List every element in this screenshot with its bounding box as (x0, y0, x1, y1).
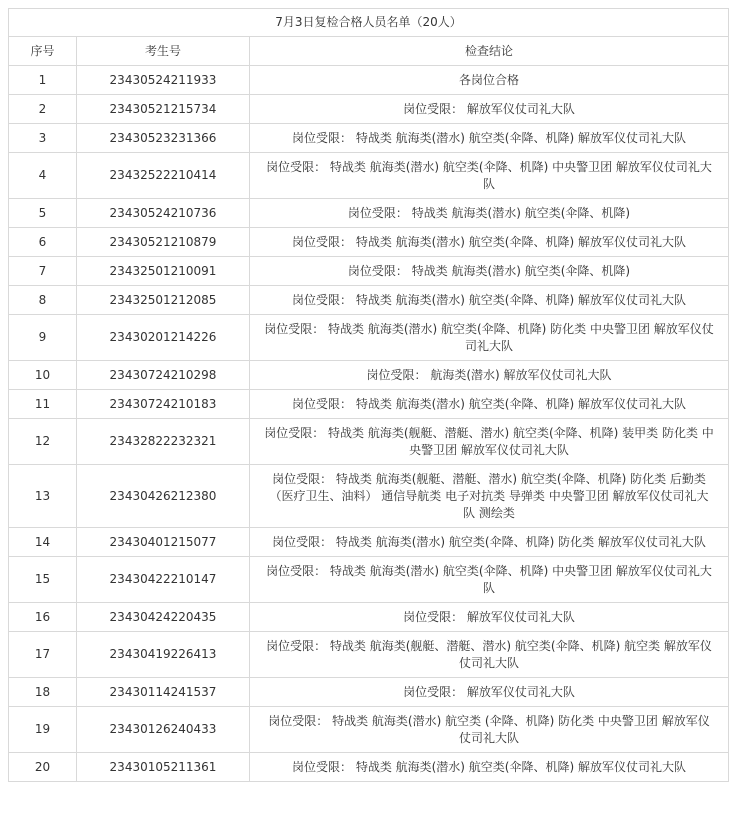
cell-seq: 1 (9, 66, 77, 95)
column-header-seq: 序号 (9, 37, 77, 66)
table-row (9, 228, 729, 257)
cell-seq: 10 (9, 361, 77, 390)
cell-result: 岗位受限： 特战类 航海类(潜水) 航空类(伞降、机降) (250, 257, 729, 286)
cell-seq: 20 (9, 753, 77, 782)
cell-seq: 13 (9, 465, 77, 528)
cell-result: 岗位受限： 特战类 航海类(潜水) 航空类(伞降、机降) 中央警卫团 解放军仪仗司礼大队 (250, 153, 729, 199)
column-header-exam-no: 考生号 (77, 37, 250, 66)
cell-result: 岗位受限： 特战类 航海类(潜水) 航空类(伞降、机降) 解放军仪仗司礼大队 (250, 124, 729, 153)
cell-seq: 8 (9, 286, 77, 315)
cell-result: 岗位受限： 特战类 航海类(舰艇、潜艇、潜水) 航空类(伞降、机降) 防化类 后勤类（医疗卫生、油料） 通信导航类 电子对抗类 导弹类 中央警卫团 解放军仪仗司礼大队 测绘类 (250, 465, 729, 528)
table-row (9, 315, 729, 361)
cell-result: 岗位受限： 特战类 航海类(潜水) 航空类(伞降、机降) 解放军仪仗司礼大队 (250, 228, 729, 257)
cell-seq: 4 (9, 153, 77, 199)
table-row (9, 465, 729, 528)
cell-seq: 15 (9, 557, 77, 603)
cell-exam-no: 23432501212085 (77, 286, 250, 315)
cell-seq: 3 (9, 124, 77, 153)
qualified-personnel-table (8, 8, 729, 782)
cell-exam-no: 23430105211361 (77, 753, 250, 782)
table-title: 7月3日复检合格人员名单（20人） (9, 9, 729, 37)
cell-seq: 7 (9, 257, 77, 286)
cell-result: 岗位受限： 特战类 航海类(舰艇、潜艇、潜水) 航空类(伞降、机降) 装甲类 防化类 中央警卫团 解放军仪仗司礼大队 (250, 419, 729, 465)
table-row (9, 753, 729, 782)
table-row (9, 153, 729, 199)
cell-seq: 11 (9, 390, 77, 419)
cell-exam-no: 23432501210091 (77, 257, 250, 286)
column-header-result: 检查结论 (250, 37, 729, 66)
cell-exam-no: 23430201214226 (77, 315, 250, 361)
cell-exam-no: 23430426212380 (77, 465, 250, 528)
table-row (9, 124, 729, 153)
cell-exam-no: 23430524211933 (77, 66, 250, 95)
cell-seq: 2 (9, 95, 77, 124)
cell-result: 岗位受限： 特战类 航海类(潜水) 航空类(伞降、机降) 防化类 解放军仪仗司礼大队 (250, 528, 729, 557)
cell-exam-no: 23430419226413 (77, 632, 250, 678)
cell-result: 岗位受限： 解放军仪仗司礼大队 (250, 95, 729, 124)
table-row (9, 632, 729, 678)
cell-exam-no: 23430521215734 (77, 95, 250, 124)
cell-exam-no: 23430521210879 (77, 228, 250, 257)
cell-exam-no: 23430724210183 (77, 390, 250, 419)
cell-result: 岗位受限： 特战类 航海类(潜水) 航空类(伞降、机降) 解放军仪仗司礼大队 (250, 753, 729, 782)
table-row (9, 528, 729, 557)
cell-seq: 19 (9, 707, 77, 753)
cell-exam-no: 23430523231366 (77, 124, 250, 153)
table-row (9, 286, 729, 315)
table-row (9, 419, 729, 465)
table-row (9, 199, 729, 228)
cell-seq: 14 (9, 528, 77, 557)
cell-result: 岗位受限： 特战类 航海类(潜水) 航空类(伞降、机降) 防化类 中央警卫团 解放军仪仗司礼大队 (250, 315, 729, 361)
cell-result: 岗位受限： 解放军仪仗司礼大队 (250, 678, 729, 707)
cell-result: 岗位受限： 特战类 航海类(潜水) 航空类(伞降、机降) (250, 199, 729, 228)
table-row (9, 707, 729, 753)
cell-result: 岗位受限： 特战类 航海类(潜水) 航空类 (伞降、机降) 防化类 中央警卫团 解放军仪仗司礼大队 (250, 707, 729, 753)
title-row (9, 9, 729, 37)
cell-result: 岗位受限： 特战类 航海类(潜水) 航空类(伞降、机降) 解放军仪仗司礼大队 (250, 286, 729, 315)
cell-exam-no: 23430422210147 (77, 557, 250, 603)
table-row (9, 257, 729, 286)
cell-seq: 6 (9, 228, 77, 257)
header-row (9, 37, 729, 66)
cell-seq: 17 (9, 632, 77, 678)
cell-exam-no: 23430126240433 (77, 707, 250, 753)
table-row (9, 66, 729, 95)
cell-exam-no: 23432822232321 (77, 419, 250, 465)
table-row (9, 557, 729, 603)
cell-exam-no: 23432522210414 (77, 153, 250, 199)
cell-result: 岗位受限： 解放军仪仗司礼大队 (250, 603, 729, 632)
cell-exam-no: 23430114241537 (77, 678, 250, 707)
cell-seq: 5 (9, 199, 77, 228)
cell-result: 岗位受限： 特战类 航海类(潜水) 航空类(伞降、机降) 解放军仪仗司礼大队 (250, 390, 729, 419)
cell-exam-no: 23430524210736 (77, 199, 250, 228)
cell-exam-no: 23430401215077 (77, 528, 250, 557)
cell-exam-no: 23430424220435 (77, 603, 250, 632)
cell-seq: 9 (9, 315, 77, 361)
cell-seq: 18 (9, 678, 77, 707)
cell-result: 岗位受限： 航海类(潜水) 解放军仪仗司礼大队 (250, 361, 729, 390)
cell-result: 岗位受限： 特战类 航海类(舰艇、潜艇、潜水) 航空类(伞降、机降) 航空类 解放军仪仗司礼大队 (250, 632, 729, 678)
cell-exam-no: 23430724210298 (77, 361, 250, 390)
cell-result: 岗位受限： 特战类 航海类(潜水) 航空类(伞降、机降) 中央警卫团 解放军仪仗司礼大队 (250, 557, 729, 603)
cell-seq: 12 (9, 419, 77, 465)
table-row (9, 603, 729, 632)
table-row (9, 361, 729, 390)
table-row (9, 95, 729, 124)
cell-result: 各岗位合格 (250, 66, 729, 95)
table-row (9, 390, 729, 419)
cell-seq: 16 (9, 603, 77, 632)
table-row (9, 678, 729, 707)
